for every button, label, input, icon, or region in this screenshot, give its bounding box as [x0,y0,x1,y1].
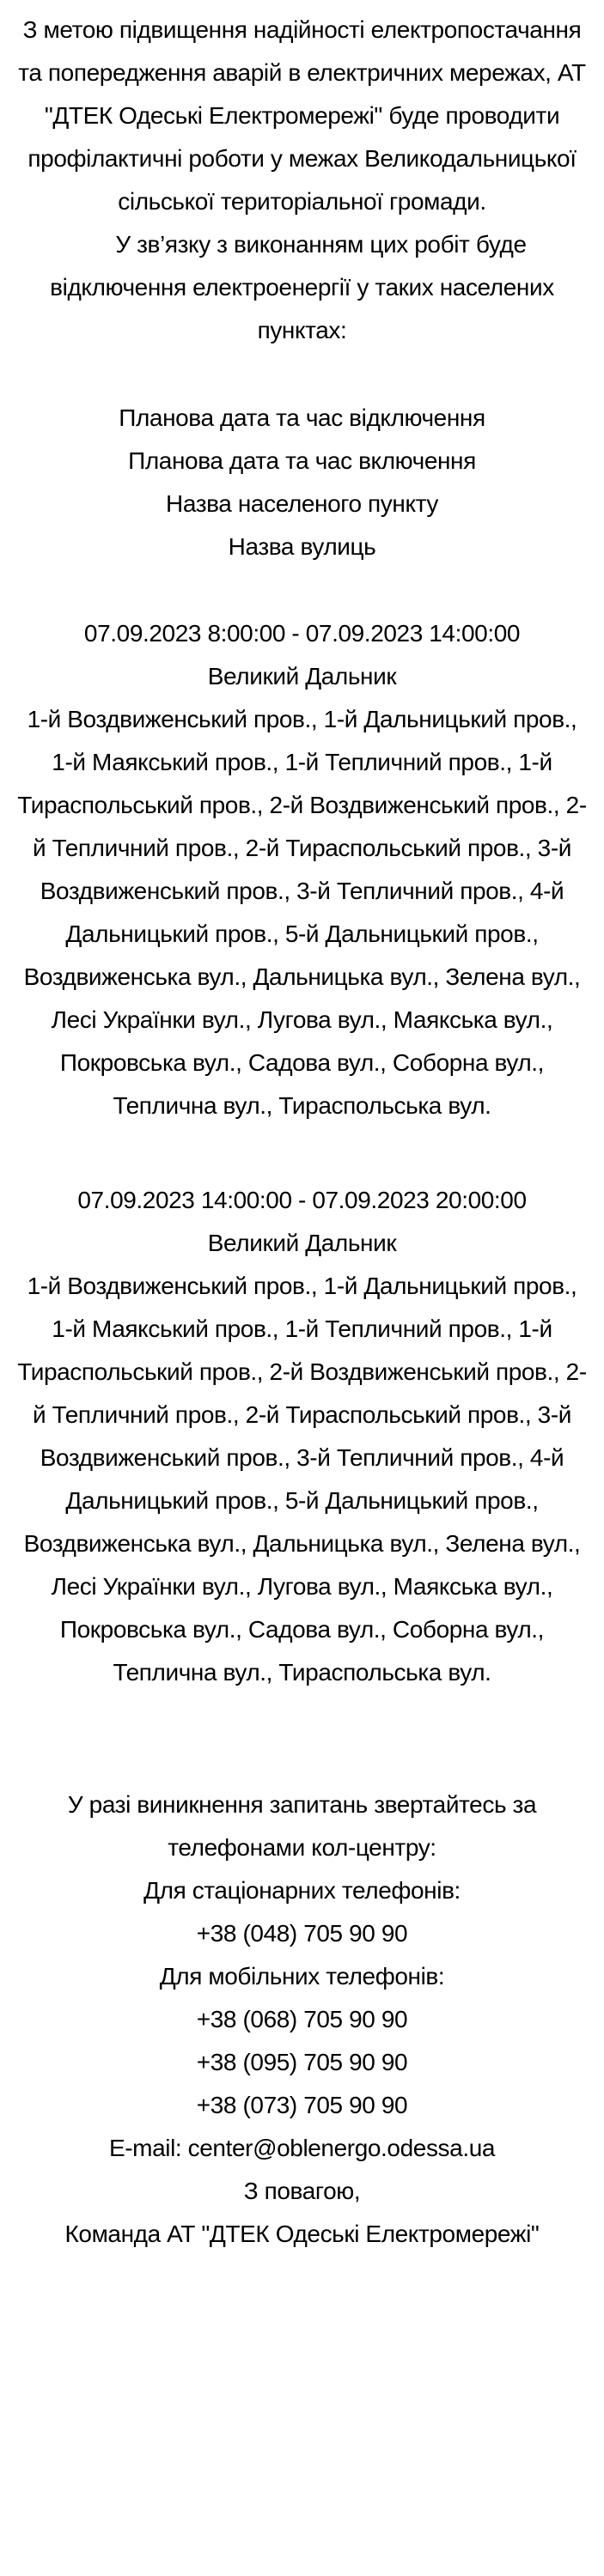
outage-period: 07.09.2023 14:00:00 - 07.09.2023 20:00:00 [77,1187,527,1213]
legend-off-datetime: Планова дата та час відключення [119,404,485,431]
outage-block [17,612,587,1127]
outage-period: 07.09.2023 8:00:00 - 07.09.2023 14:00:00 [83,620,521,647]
contacts-heading: У разі виникнення запитань звертайтесь за телефонами кол-центру: [67,1791,537,1861]
outage-streets: 1-й Воздвиженський пров., 1-й Дальницький пров., 1-й Маякський пров., 1-й Тепличний пров., 1-й Тираспольський пров., 2-й Воздвиженський пров., 2-й Тепличний пров., 2-й Тираспольський пров., 3-й Воздвиженський пров., 3-й Тепличний пров., 4-й Дальницький пров., 5-й Дальницький пров., Воздвиженська вул., Дальницька вул., Зелена вул., Лесі Українки вул., Лугова вул., Маякська вул., Покровська вул., Садова вул., Соборна вул., Теплична вул., Тираспольська вул. [17,1273,587,1686]
legend-on-datetime: Планова дата та час включення [128,447,476,474]
works-notice-paragraph: У зв’язку з виконанням цих робіт буде відключення електроенергії у таких населених пунктах: [50,231,554,343]
intro-paragraph: З метою підвищення надійності електропостачання та попередження аварій в електричних мережах, АТ "ДТЕК Одеські Електромережі" буде проводити профілактичні роботи у межах Великодальницької сільської територіальної громади. [18,16,586,215]
outage-locality: Великий Дальник [207,1230,397,1256]
legend-streets-name: Назва вулиць [228,533,376,560]
signature: Команда АТ "ДТЕК Одеські Електромережі" [64,2221,540,2247]
legend-locality-name: Назва населеного пункту [166,490,438,517]
mobile-phone: +38 (095) 705 90 90 [196,2049,408,2075]
mobile-phone: +38 (068) 705 90 90 [196,2006,408,2032]
intro-section [17,9,587,352]
email-line: E-mail: center@oblenergo.odessa.ua [108,2135,496,2161]
landline-label: Для стаціонарних телефонів: [143,1877,461,1904]
contacts-section [17,1783,587,2256]
signoff: З повагою, [243,2178,361,2204]
outage-block [17,1179,587,1694]
mobile-phone: +38 (073) 705 90 90 [196,2092,408,2118]
outage-streets: 1-й Воздвиженський пров., 1-й Дальницький пров., 1-й Маякський пров., 1-й Тепличний пров., 1-й Тираспольський пров., 2-й Воздвиженський пров., 2-й Тепличний пров., 2-й Тираспольський пров., 3-й Воздвиженський пров., 3-й Тепличний пров., 4-й Дальницький пров., 5-й Дальницький пров., Воздвиженська вул., Дальницька вул., Зелена вул., Лесі Українки вул., Лугова вул., Маякська вул., Покровська вул., Садова вул., Соборна вул., Теплична вул., Тираспольська вул. [17,706,587,1119]
landline-phone: +38 (048) 705 90 90 [196,1920,408,1947]
mobile-label: Для мобільних телефонів: [159,1963,445,1990]
outage-locality: Великий Дальник [207,663,397,690]
legend-section [17,397,587,568]
